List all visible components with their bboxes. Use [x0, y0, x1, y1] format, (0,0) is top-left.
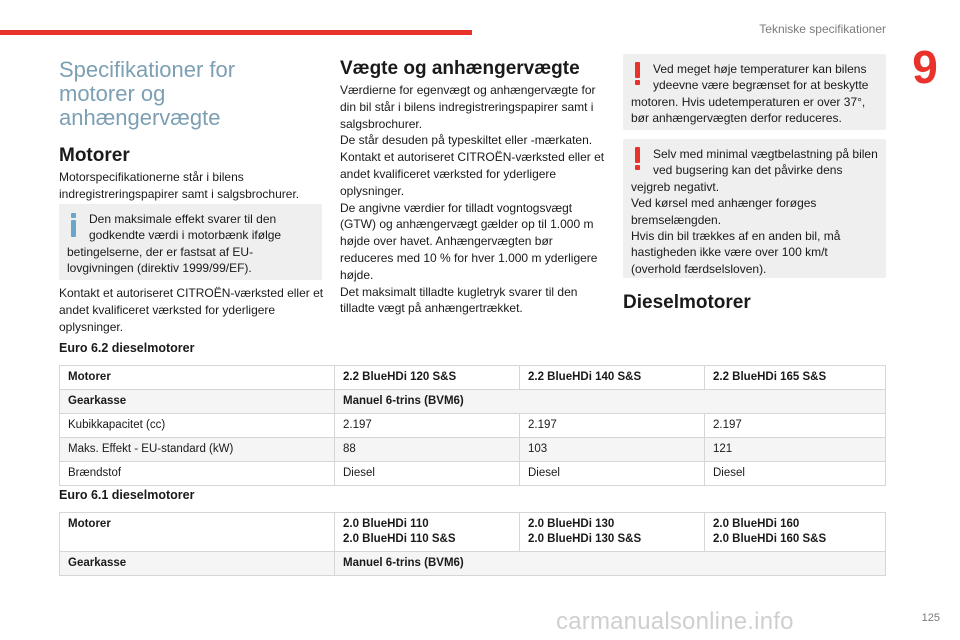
vaegt-text — [340, 82, 605, 317]
warning-note-towing — [623, 139, 886, 278]
section-title: Specifikationer for motorer og anhængervægte — [59, 57, 236, 130]
warning-2-first: Selv med minimal vægtbelastning på bilen ved bugsering kan det påvirke dens — [653, 147, 878, 178]
table-header-cell — [705, 513, 886, 552]
page-number: 125 — [921, 612, 940, 624]
table-header-row — [60, 513, 886, 552]
warning-2-line2: Ved kørsel med anhænger forøges bremselængden. — [631, 196, 817, 227]
header-accent-bar — [0, 30, 472, 35]
vaegt-heading: Vægte og anhængervægte — [340, 58, 580, 79]
table-cell: Diesel — [705, 462, 886, 486]
warning-icon — [635, 147, 641, 170]
info-note — [59, 204, 322, 280]
euro61-table — [59, 512, 886, 576]
table-row — [60, 414, 886, 438]
engine-name: 2.0 BlueHDi 160 S&S — [713, 533, 827, 545]
table-cell: 103 — [520, 438, 705, 462]
table-row — [60, 552, 886, 576]
table-cell: Gearkasse — [60, 390, 335, 414]
table-header-cell: Motorer — [60, 366, 335, 390]
warning-2-line1: vejgreb negativt. — [631, 179, 720, 194]
table-header-cell: 2.2 BlueHDi 120 S&S — [335, 366, 520, 390]
engine-name: 2.0 BlueHDi 130 — [528, 518, 615, 530]
running-header: Tekniske specifikationer — [759, 22, 886, 36]
table-row — [60, 462, 886, 486]
warning-1-first: Ved meget høje temperaturer kan bilens ydeevne være begrænset for at beskytte — [653, 62, 869, 93]
table-cell: Diesel — [335, 462, 520, 486]
table-cell: Manuel 6-trins (BVM6) — [335, 552, 886, 576]
motorer-contact: Kontakt et autoriseret CITROËN-værksted eller et andet kvalificeret værksted for yderligere oplysninger. — [59, 286, 324, 334]
table-cell: 121 — [705, 438, 886, 462]
info-note-first: Den maksimale effekt svarer til den godkendte værdi i motorbænk ifølge — [89, 212, 282, 243]
watermark: carmanualsonline.info — [556, 608, 794, 635]
info-note-rest: betingelserne, der er fastsat af EU-lovgivningen (direktiv 1999/99/EF). — [67, 244, 254, 276]
table-header-cell — [335, 513, 520, 552]
table2-title: Euro 6.1 dieselmotorer — [59, 488, 195, 502]
table-cell: 2.197 — [520, 414, 705, 438]
vaegt-p1: Værdierne for egenvægt og anhængervægte for din bil står i bilens indregistreringspapirer samt i salgsbrochurer. — [340, 83, 596, 131]
engine-name: 2.0 BlueHDi 160 — [713, 518, 800, 530]
table-header-row — [60, 366, 886, 390]
table-cell: 2.197 — [335, 414, 520, 438]
table-row — [60, 390, 886, 414]
table-cell: 2.197 — [705, 414, 886, 438]
warning-icon — [635, 62, 641, 85]
engine-name: 2.0 BlueHDi 130 S&S — [528, 533, 642, 545]
engine-name: 2.0 BlueHDi 110 — [343, 518, 429, 530]
table1-title: Euro 6.2 dieselmotorer — [59, 341, 195, 355]
table-cell: Gearkasse — [60, 552, 335, 576]
table-cell: Kubikkapacitet (cc) — [60, 414, 335, 438]
table-cell: 88 — [335, 438, 520, 462]
vaegt-p2: De står desuden på typeskiltet eller -mærkaten. — [340, 133, 593, 148]
diesel-heading: Dieselmotorer — [623, 292, 751, 313]
euro62-table — [59, 365, 886, 486]
warning-1-rest: motoren. Hvis udetemperaturen er over 37°, bør anhængervægten derfor reduceres. — [631, 94, 866, 126]
table-header-cell — [520, 513, 705, 552]
chapter-number: 9 — [912, 41, 938, 93]
motorer-heading: Motorer — [59, 145, 130, 166]
vaegt-p4: De angivne værdier for tilladt vogntogsvægt (GTW) og anhængervægt gælder op til 1.000 m højde over havet. Anhængervægten bør reduceres med 10 % for hver 1.000 m yderligere højde. — [340, 200, 598, 282]
table-cell: Manuel 6-trins (BVM6) — [335, 390, 886, 414]
table-header-cell: 2.2 BlueHDi 140 S&S — [520, 366, 705, 390]
warning-note-temperature — [623, 54, 886, 130]
vaegt-p3: Kontakt et autoriseret CITROËN-værksted eller et andet kvalificeret værksted for yderligere oplysninger. — [340, 150, 605, 198]
motorer-intro: Motorspecifikationerne står i bilens indregistreringspapirer samt i salgsbrochurer. — [59, 170, 300, 201]
engine-name: 2.0 BlueHDi 110 S&S — [343, 533, 456, 545]
table-cell: Diesel — [520, 462, 705, 486]
info-icon — [71, 213, 77, 237]
table-header-cell: Motorer — [60, 513, 335, 552]
table-row — [60, 438, 886, 462]
table-cell: Brændstof — [60, 462, 335, 486]
table-header-cell: 2.2 BlueHDi 165 S&S — [705, 366, 886, 390]
vaegt-p5: Det maksimalt tilladte kugletryk svarer til den tilladte vægt på anhængertrækket. — [340, 284, 578, 316]
table-cell: Maks. Effekt - EU-standard (kW) — [60, 438, 335, 462]
warning-2-line3: Hvis din bil trækkes af en anden bil, må hastigheden ikke være over 100 km/t (overhold færdselsloven). — [631, 229, 841, 276]
